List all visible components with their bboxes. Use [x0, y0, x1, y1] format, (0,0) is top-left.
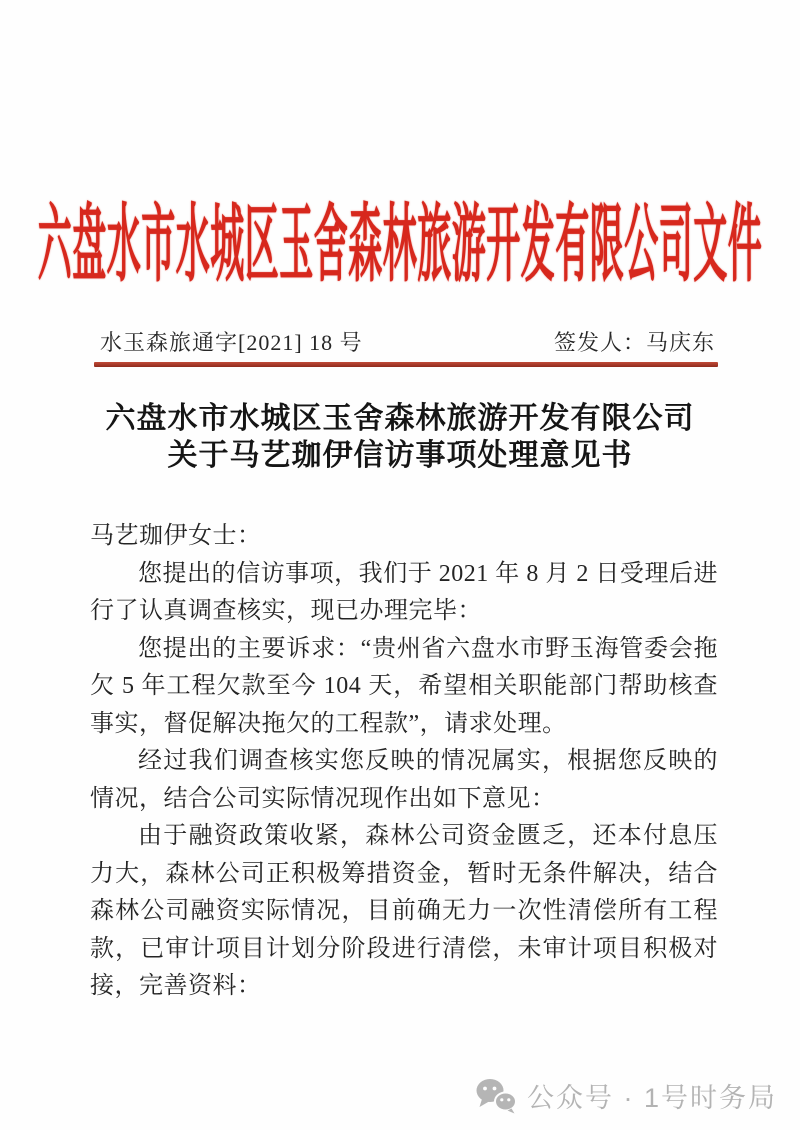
footer-label: 公众号 · 1号时务局 — [526, 1083, 777, 1113]
doc-number: 水玉森旅通字[2021] 18 号 — [100, 330, 363, 355]
salutation: 马艺珈伊女士： — [90, 523, 262, 549]
letterhead-org-title: 六盘水市水城区玉舍森林旅游开发有限公司文件 — [37, 201, 763, 294]
letter-body — [90, 518, 718, 1006]
body-paragraph: 您提出的信访事项，我们于 2021 年 8 月 2 日受理后进行了认真调查核实，现已办理完毕： — [90, 560, 718, 624]
body-paragraph: 由于融资政策收紧，森林公司资金匮乏，还本付息压力大，森林公司正积极筹措资金，暂时无条件解决，结合森林公司融资实际情况，目前确无力一次性清偿所有工程款，已审计项目计划分阶段进行清偿，未审计项目积极对接，完善资料： — [90, 823, 718, 999]
body-paragraph: 您提出的主要诉求：“贵州省六盘水市野玉海管委会拖欠 5 年工程欠款至今 104 天，希望相关职能部门帮助核查事实，督促解决拖欠的工程款”，请求处理。 — [90, 635, 718, 737]
body-paragraph: 经过我们调查核实您反映的情况属实，根据您反映的情况，结合公司实际情况现作出如下意见： — [90, 748, 718, 812]
issuer: 签发人：马庆东 — [553, 330, 715, 355]
footer-watermark — [0, 1076, 800, 1115]
wechat-icon — [475, 1078, 517, 1114]
document-title-line1: 六盘水市水城区玉舍森林旅游开发有限公司 — [105, 402, 695, 435]
doc-info-row — [100, 326, 715, 357]
document-title — [0, 400, 800, 474]
red-separator-rule — [94, 362, 718, 367]
document-title-line2: 关于马艺珈伊信访事项处理意见书 — [167, 439, 633, 472]
